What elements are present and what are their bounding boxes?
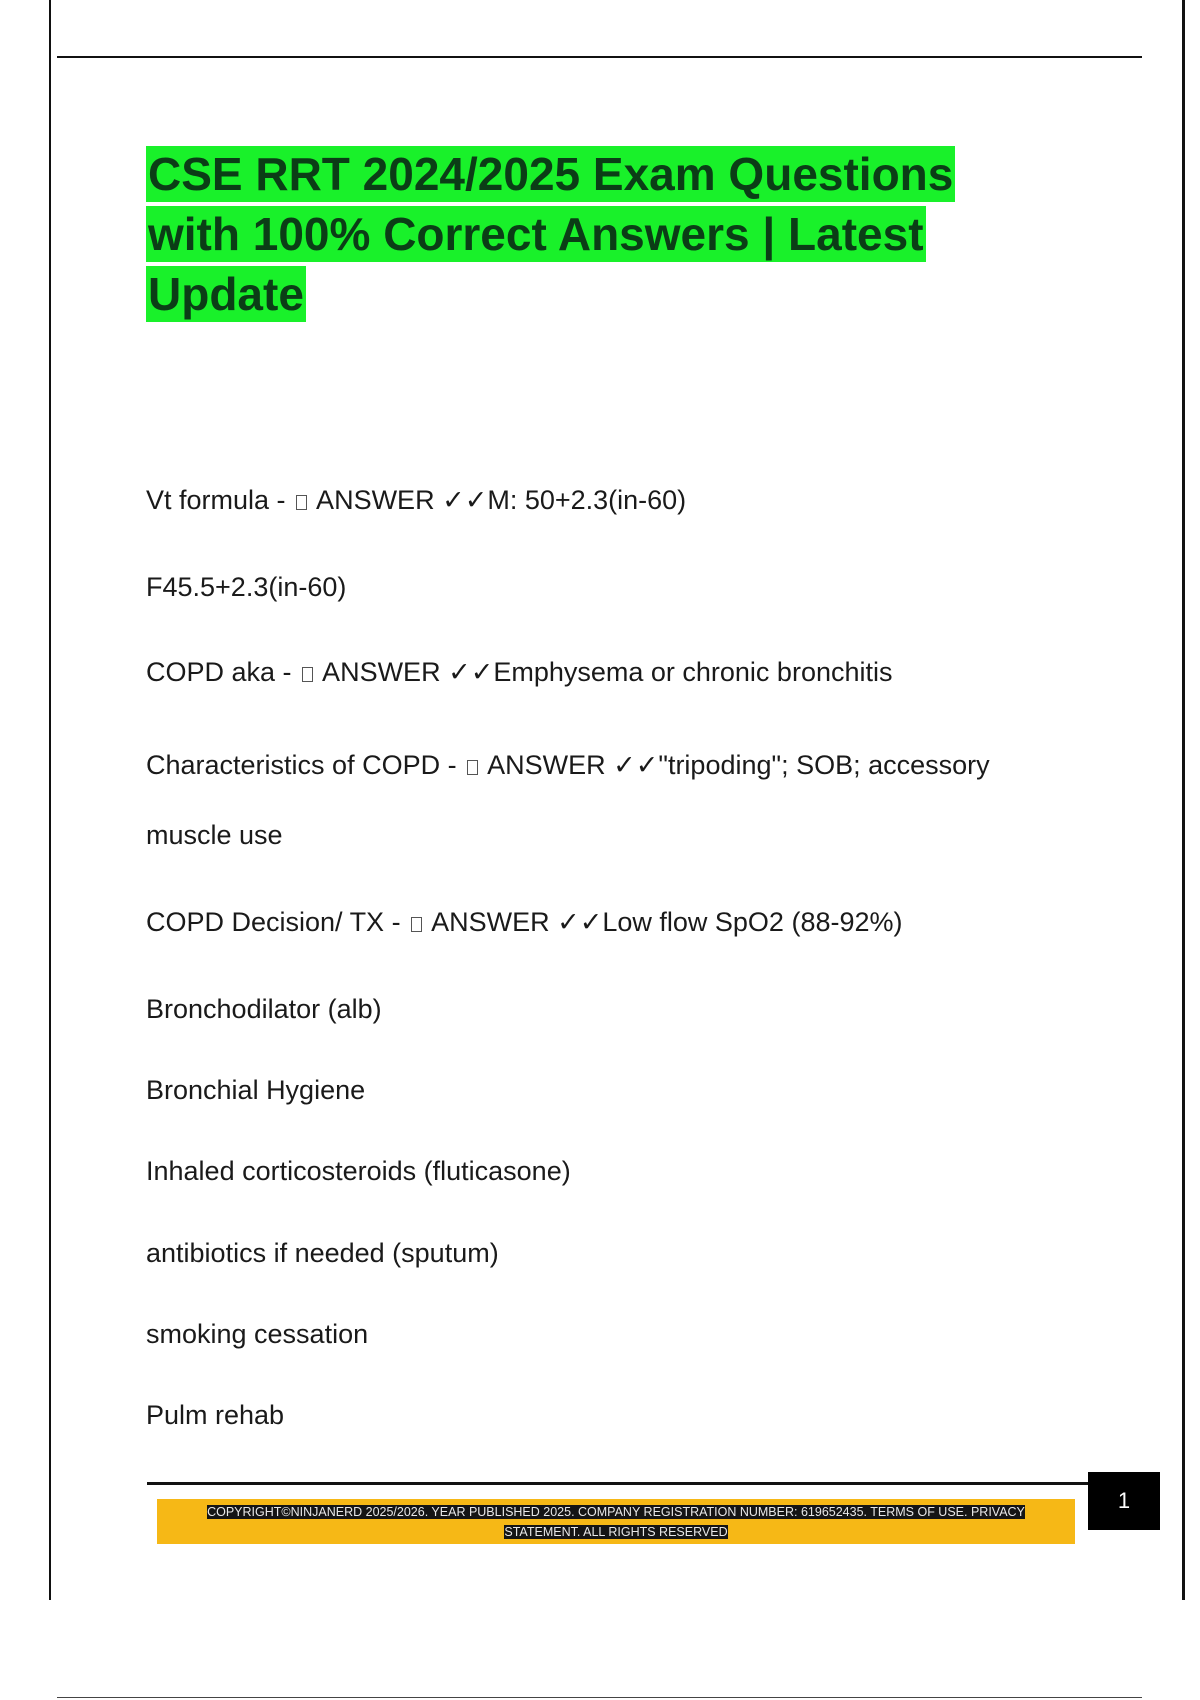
- copyright-text: COPYRIGHT©NINJANERD 2025/2026. YEAR PUBLISHED 2025. COMPANY REGISTRATION NUMBER: 619652435. TERMS OF USE. PRIVACY STATEMENT. ALL RIGHTS RESERVED: [207, 1504, 1025, 1539]
- answer-label: ANSWER ✓✓: [316, 657, 494, 687]
- qa-item-copd-decision: [146, 905, 903, 939]
- missing-glyph-box-icon: [411, 917, 422, 932]
- answer-text: Emphysema or chronic bronchitis: [493, 657, 893, 687]
- footer-rule: [147, 1482, 1089, 1485]
- document-title: [146, 144, 1046, 324]
- answer-label: ANSWER ✓✓: [425, 907, 603, 937]
- document-title-text: CSE RRT 2024/2025 Exam Questions with 100% Correct Answers | Latest Update: [148, 148, 954, 320]
- answer-text: Low flow SpO2 (88-92%): [602, 907, 903, 937]
- page-number: 1: [1088, 1472, 1160, 1530]
- answer-text: M: 50+2.3(in-60): [487, 485, 687, 515]
- missing-glyph-box-icon: [467, 760, 478, 775]
- page-border-left: [49, 0, 51, 1600]
- answer-continuation: antibiotics if needed (sputum): [146, 1238, 499, 1268]
- qa-item-copd-characteristics: [146, 748, 990, 782]
- answer-text: "tripoding"; SOB; accessory: [658, 750, 990, 780]
- missing-glyph-box-icon: [296, 495, 307, 510]
- answer-continuation: Bronchial Hygiene: [146, 1075, 366, 1105]
- copyright-notice: [171, 1502, 1061, 1542]
- answer-continuation: smoking cessation: [146, 1319, 369, 1349]
- answer-label: ANSWER ✓✓: [481, 750, 659, 780]
- header-rule: [57, 56, 1142, 58]
- question-text: COPD Decision/ TX -: [146, 907, 409, 937]
- page-border-right: [1182, 0, 1185, 1600]
- answer-continuation: Pulm rehab: [146, 1400, 285, 1430]
- question-text: Characteristics of COPD -: [146, 750, 465, 780]
- answer-continuation: Inhaled corticosteroids (fluticasone): [146, 1156, 571, 1186]
- qa-item-copd-aka: [146, 655, 893, 689]
- copyright-band: [157, 1499, 1075, 1544]
- question-text: Vt formula -: [146, 485, 294, 515]
- qa-item-vt-formula: [146, 483, 686, 517]
- question-text: COPD aka -: [146, 657, 300, 687]
- answer-continuation: muscle use: [146, 820, 283, 850]
- answer-label: ANSWER ✓✓: [310, 485, 488, 515]
- answer-continuation: Bronchodilator (alb): [146, 994, 382, 1024]
- bottom-rule: [57, 1697, 1142, 1698]
- missing-glyph-box-icon: [302, 667, 313, 682]
- answer-continuation: F45.5+2.3(in-60): [146, 572, 347, 602]
